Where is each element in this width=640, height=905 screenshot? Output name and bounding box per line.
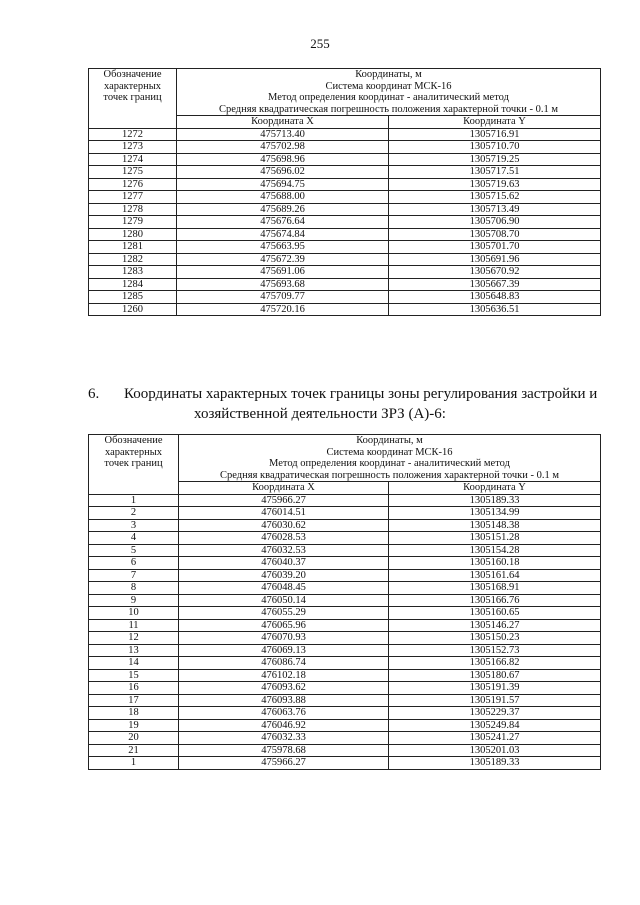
coordinate-x-cell: 475698.96 [177, 153, 389, 166]
point-number-cell: 8 [89, 582, 179, 595]
table-row [89, 253, 601, 266]
coordinate-system: Система координат МСК-16 [325, 80, 452, 92]
coordinate-x-cell: 476030.62 [179, 519, 389, 532]
table-row [89, 694, 601, 707]
point-number-cell: 6 [89, 557, 179, 570]
coordinate-y-cell: 1305148.38 [389, 519, 601, 532]
table-row [89, 178, 601, 191]
column-header-x: Координата X [179, 482, 389, 495]
table-row [89, 669, 601, 682]
table-row [89, 644, 601, 657]
coordinate-y-cell: 1305713.49 [389, 203, 601, 216]
point-number-cell: 18 [89, 707, 179, 720]
table-row [89, 166, 601, 179]
coordinate-x-cell: 476102.18 [179, 669, 389, 682]
point-number-cell: 1282 [89, 253, 177, 266]
accuracy-text: Средняя квадратическая погрешность положения характерной точки - 0.1 м [220, 469, 559, 481]
section-number: 6. [88, 386, 100, 402]
coordinate-y-cell: 1305189.33 [389, 494, 601, 507]
table-row [89, 582, 601, 595]
coordinate-y-cell: 1305150.23 [389, 632, 601, 645]
table-row [89, 707, 601, 720]
coordinate-system: Система координат МСК-16 [326, 446, 453, 458]
coordinate-y-cell: 1305161.64 [389, 569, 601, 582]
point-number-cell: 13 [89, 644, 179, 657]
coordinate-y-cell: 1305719.63 [389, 178, 601, 191]
coordinate-x-cell: 475689.26 [177, 203, 389, 216]
column-header-y: Координата Y [389, 482, 601, 495]
coordinate-x-cell: 475663.95 [177, 241, 389, 254]
coordinate-y-cell: 1305189.33 [389, 757, 601, 770]
coordinate-x-cell: 476032.33 [179, 732, 389, 745]
coordinate-y-cell: 1305146.27 [389, 619, 601, 632]
table-row [89, 607, 601, 620]
table-row [89, 291, 601, 304]
point-number-cell: 1275 [89, 166, 177, 179]
table-row [89, 569, 601, 582]
table-row [89, 757, 601, 770]
coordinate-y-cell: 1305716.91 [389, 128, 601, 141]
table-row [89, 719, 601, 732]
coordinate-y-cell: 1305708.70 [389, 228, 601, 241]
coordinate-x-cell: 476014.51 [179, 507, 389, 520]
table-row [89, 494, 601, 507]
point-number-cell: 1274 [89, 153, 177, 166]
coordinate-y-cell: 1305691.96 [389, 253, 601, 266]
table-row [89, 682, 601, 695]
coordinate-x-cell: 475709.77 [177, 291, 389, 304]
point-number-cell: 1285 [89, 291, 177, 304]
label-line: точек границ [104, 458, 163, 469]
table-row [89, 303, 601, 316]
coordinate-y-cell: 1305134.99 [389, 507, 601, 520]
coordinate-x-cell: 475978.68 [179, 744, 389, 757]
coordinates-header [177, 69, 601, 116]
coordinate-y-cell: 1305667.39 [389, 278, 601, 291]
coordinate-x-cell: 476086.74 [179, 657, 389, 670]
point-number-cell: 7 [89, 569, 179, 582]
coordinate-x-cell: 476040.37 [179, 557, 389, 570]
point-number-cell: 1260 [89, 303, 177, 316]
coordinate-x-cell: 476070.93 [179, 632, 389, 645]
point-number-cell: 1273 [89, 141, 177, 154]
point-number-cell: 21 [89, 744, 179, 757]
coordinate-y-cell: 1305719.25 [389, 153, 601, 166]
point-number-cell: 1284 [89, 278, 177, 291]
label-line: Обозначение [104, 435, 163, 446]
header-row [89, 435, 601, 482]
label-line: точек границ [103, 92, 162, 103]
coordinate-y-cell: 1305160.65 [389, 607, 601, 620]
point-number-cell: 16 [89, 682, 179, 695]
table-row [89, 141, 601, 154]
coordinate-y-cell: 1305715.62 [389, 191, 601, 204]
coordinate-x-cell: 475694.75 [177, 178, 389, 191]
coordinate-x-cell: 476050.14 [179, 594, 389, 607]
coordinates-table-1 [88, 68, 601, 316]
coordinate-x-cell: 475966.27 [179, 494, 389, 507]
coordinate-y-cell: 1305670.92 [389, 266, 601, 279]
coordinate-y-cell: 1305154.28 [389, 544, 601, 557]
table-row [89, 203, 601, 216]
header-row [89, 69, 601, 116]
coordinate-x-cell: 476063.76 [179, 707, 389, 720]
coordinate-x-cell: 476046.92 [179, 719, 389, 732]
table-row [89, 744, 601, 757]
coordinate-y-cell: 1305648.83 [389, 291, 601, 304]
table-row [89, 532, 601, 545]
table-row [89, 153, 601, 166]
coordinate-y-cell: 1305191.39 [389, 682, 601, 695]
coordinate-y-cell: 1305229.37 [389, 707, 601, 720]
coordinates-table-2 [88, 434, 601, 770]
table-row [89, 619, 601, 632]
section-title-line1: Координаты характерных точек границы зоны регулирования застройки и [124, 386, 598, 402]
point-number-cell: 1276 [89, 178, 177, 191]
coordinate-y-cell: 1305249.84 [389, 719, 601, 732]
page-number: 255 [310, 36, 330, 51]
point-number-cell: 2 [89, 507, 179, 520]
coordinate-y-cell: 1305710.70 [389, 141, 601, 154]
coordinate-x-cell: 476032.53 [179, 544, 389, 557]
table-row [89, 216, 601, 229]
point-number-cell: 9 [89, 594, 179, 607]
point-number-cell: 1277 [89, 191, 177, 204]
table-row [89, 191, 601, 204]
coordinate-y-cell: 1305166.76 [389, 594, 601, 607]
table-row [89, 544, 601, 557]
method-text: Метод определения координат - аналитический метод [268, 92, 509, 103]
accuracy-text: Средняя квадратическая погрешность положения характерной точки - 0.1 м [219, 103, 558, 115]
point-number-cell: 1283 [89, 266, 177, 279]
point-number-cell: 10 [89, 607, 179, 620]
table-row [89, 632, 601, 645]
coordinate-x-cell: 475713.40 [177, 128, 389, 141]
table-row [89, 507, 601, 520]
coordinate-y-cell: 1305636.51 [389, 303, 601, 316]
coordinate-y-cell: 1305706.90 [389, 216, 601, 229]
point-number-cell: 20 [89, 732, 179, 745]
point-number-cell: 5 [89, 544, 179, 557]
coordinate-y-cell: 1305201.03 [389, 744, 601, 757]
point-number-cell: 1278 [89, 203, 177, 216]
coordinate-x-cell: 475720.16 [177, 303, 389, 316]
coordinate-x-cell: 476093.88 [179, 694, 389, 707]
coordinate-x-cell: 475674.84 [177, 228, 389, 241]
table-row [89, 128, 601, 141]
point-number-cell: 1 [89, 494, 179, 507]
method-text: Метод определения координат - аналитический метод [269, 458, 510, 469]
point-number-cell: 1279 [89, 216, 177, 229]
point-number-cell: 1 [89, 757, 179, 770]
table-row [89, 266, 601, 279]
point-label-header [89, 435, 179, 495]
coordinate-y-cell: 1305151.28 [389, 532, 601, 545]
coordinate-x-cell: 476048.45 [179, 582, 389, 595]
point-number-cell: 17 [89, 694, 179, 707]
coordinate-x-cell: 476069.13 [179, 644, 389, 657]
point-number-cell: 12 [89, 632, 179, 645]
coordinate-x-cell: 475688.00 [177, 191, 389, 204]
coordinate-x-cell: 476039.20 [179, 569, 389, 582]
coordinate-x-cell: 475966.27 [179, 757, 389, 770]
coords-title: Координаты, м [356, 435, 423, 446]
point-number-cell: 14 [89, 657, 179, 670]
label-line: характерных [104, 446, 163, 458]
coordinate-y-cell: 1305701.70 [389, 241, 601, 254]
coordinate-x-cell: 475691.06 [177, 266, 389, 279]
coordinate-x-cell: 475702.98 [177, 141, 389, 154]
coordinate-y-cell: 1305180.67 [389, 669, 601, 682]
table-row [89, 241, 601, 254]
table-row [89, 732, 601, 745]
table-row [89, 594, 601, 607]
column-header-x: Координата X [177, 116, 389, 129]
table-row [89, 278, 601, 291]
coordinate-y-cell: 1305152.73 [389, 644, 601, 657]
table-row [89, 557, 601, 570]
coordinate-y-cell: 1305717.51 [389, 166, 601, 179]
column-header-y: Координата Y [389, 116, 601, 129]
coordinate-x-cell: 476093.62 [179, 682, 389, 695]
coordinate-x-cell: 476065.96 [179, 619, 389, 632]
coordinates-header [179, 435, 601, 482]
point-label-header [89, 69, 177, 129]
coordinate-y-cell: 1305166.82 [389, 657, 601, 670]
point-number-cell: 1281 [89, 241, 177, 254]
table-row [89, 519, 601, 532]
point-number-cell: 1272 [89, 128, 177, 141]
coordinate-y-cell: 1305241.27 [389, 732, 601, 745]
point-number-cell: 15 [89, 669, 179, 682]
coordinate-x-cell: 475676.64 [177, 216, 389, 229]
coords-title: Координаты, м [355, 69, 422, 80]
coordinate-x-cell: 475693.68 [177, 278, 389, 291]
point-number-cell: 4 [89, 532, 179, 545]
point-number-cell: 1280 [89, 228, 177, 241]
table-row [89, 228, 601, 241]
label-line: Обозначение [103, 69, 162, 80]
coordinate-x-cell: 476055.29 [179, 607, 389, 620]
coordinate-x-cell: 475696.02 [177, 166, 389, 179]
point-number-cell: 3 [89, 519, 179, 532]
label-line: характерных [103, 80, 162, 92]
coordinate-x-cell: 475672.39 [177, 253, 389, 266]
coordinate-x-cell: 476028.53 [179, 532, 389, 545]
table-row [89, 657, 601, 670]
coordinate-y-cell: 1305160.18 [389, 557, 601, 570]
coordinate-y-cell: 1305168.91 [389, 582, 601, 595]
point-number-cell: 11 [89, 619, 179, 632]
coordinate-y-cell: 1305191.57 [389, 694, 601, 707]
point-number-cell: 19 [89, 719, 179, 732]
section-title-line2: хозяйственной деятельности ЗРЗ (А)-6: [194, 406, 446, 422]
